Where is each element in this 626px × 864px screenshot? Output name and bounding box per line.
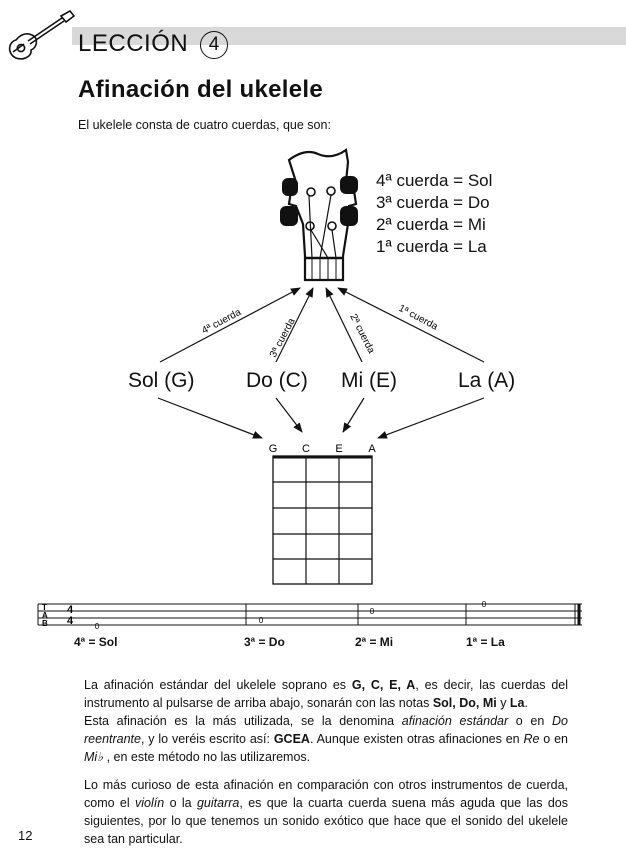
paragraph-standard-tuning: La afinación estándar del ukelele soprano es G, C, E, A, es decir, las cuerdas del instrumento al pulsarse de arriba abajo, sonarán con las notas Sol, Do, Mi y La.: [84, 678, 569, 710]
tab-fret-string-1: 0: [481, 600, 487, 609]
arrow-label-string-2: 2ª cuerda: [347, 312, 377, 356]
string-4-line: 4ª cuerda = Sol: [376, 171, 493, 190]
note-la: La (A): [458, 369, 516, 392]
string-3-line: 3ª cuerda = Do: [376, 193, 490, 212]
arrow-la-to-a: [378, 398, 484, 438]
time-signature-bottom: 4: [67, 615, 74, 627]
tab-label-string-3: 3ª = Do: [244, 635, 285, 649]
tab-clef-t: T: [42, 603, 47, 612]
arrow-label-string-1: 1ª cuerda: [396, 302, 440, 333]
arrow-sol-to-g: [158, 398, 262, 438]
lesson-number: 4: [200, 31, 228, 59]
paragraph-reentrant-tuning: Esta afinación es la más utilizada, se la denomina afinación estándar o en Do reentrante, y lo veréis escrito así: GCEA. Aunque existen otras afinaciones en Re o en Mi♭ , en este método no las utilizaremos.: [84, 714, 568, 764]
paragraph-curiosity: Lo más curioso de esta afinación en comparación con otros instrumentos de cuerda, como el violín o la guitarra, es que la cuarta cuerda suena más aguda que las dos siguientes, por lo que tenemos un sonido exótico que hace que el sonido del ukelele sea tan particular.: [84, 778, 568, 846]
tab-fret-string-3: 0: [258, 616, 264, 625]
string-1-line: 1ª cuerda = La: [376, 237, 487, 256]
lesson-label: LECCIÓN: [78, 30, 189, 57]
arrow-do-to-c: [276, 398, 302, 432]
arrow-mi-to-e: [343, 398, 364, 432]
tab-clef-a: A: [42, 611, 48, 620]
tab-label-string-4: 4ª = Sol: [74, 635, 118, 649]
chord-letter-c: C: [302, 443, 310, 455]
headstock-icon: [280, 150, 358, 280]
page-number: 12: [18, 828, 33, 843]
note-mi: Mi (E): [341, 369, 397, 392]
page-title: Afinación del ukelele: [78, 76, 324, 103]
chord-letter-e: E: [335, 443, 343, 455]
note-do: Do (C): [246, 369, 308, 392]
note-sol: Sol (G): [128, 369, 195, 392]
tab-staff: [0, 596, 626, 636]
string-2-line: 2ª cuerda = Mi: [376, 215, 486, 234]
chord-letter-a: A: [368, 443, 376, 455]
time-signature-top: 4: [67, 604, 74, 616]
chord-chart: [273, 456, 372, 584]
arrow-label-string-3: 3ª cuerda: [267, 316, 298, 360]
tab-label-string-2: 2ª = Mi: [355, 635, 394, 649]
chord-letter-g: G: [268, 443, 278, 455]
tab-label-string-1: 1ª = La: [466, 635, 505, 649]
tab-fret-string-2: 0: [369, 607, 375, 616]
intro-text: El ukelele consta de cuatro cuerdas, que son:: [78, 118, 331, 132]
arrow-label-string-4: 4ª cuerda: [200, 306, 244, 337]
tab-fret-string-4: 0: [94, 622, 100, 631]
tab-clef-b: B: [42, 619, 48, 628]
